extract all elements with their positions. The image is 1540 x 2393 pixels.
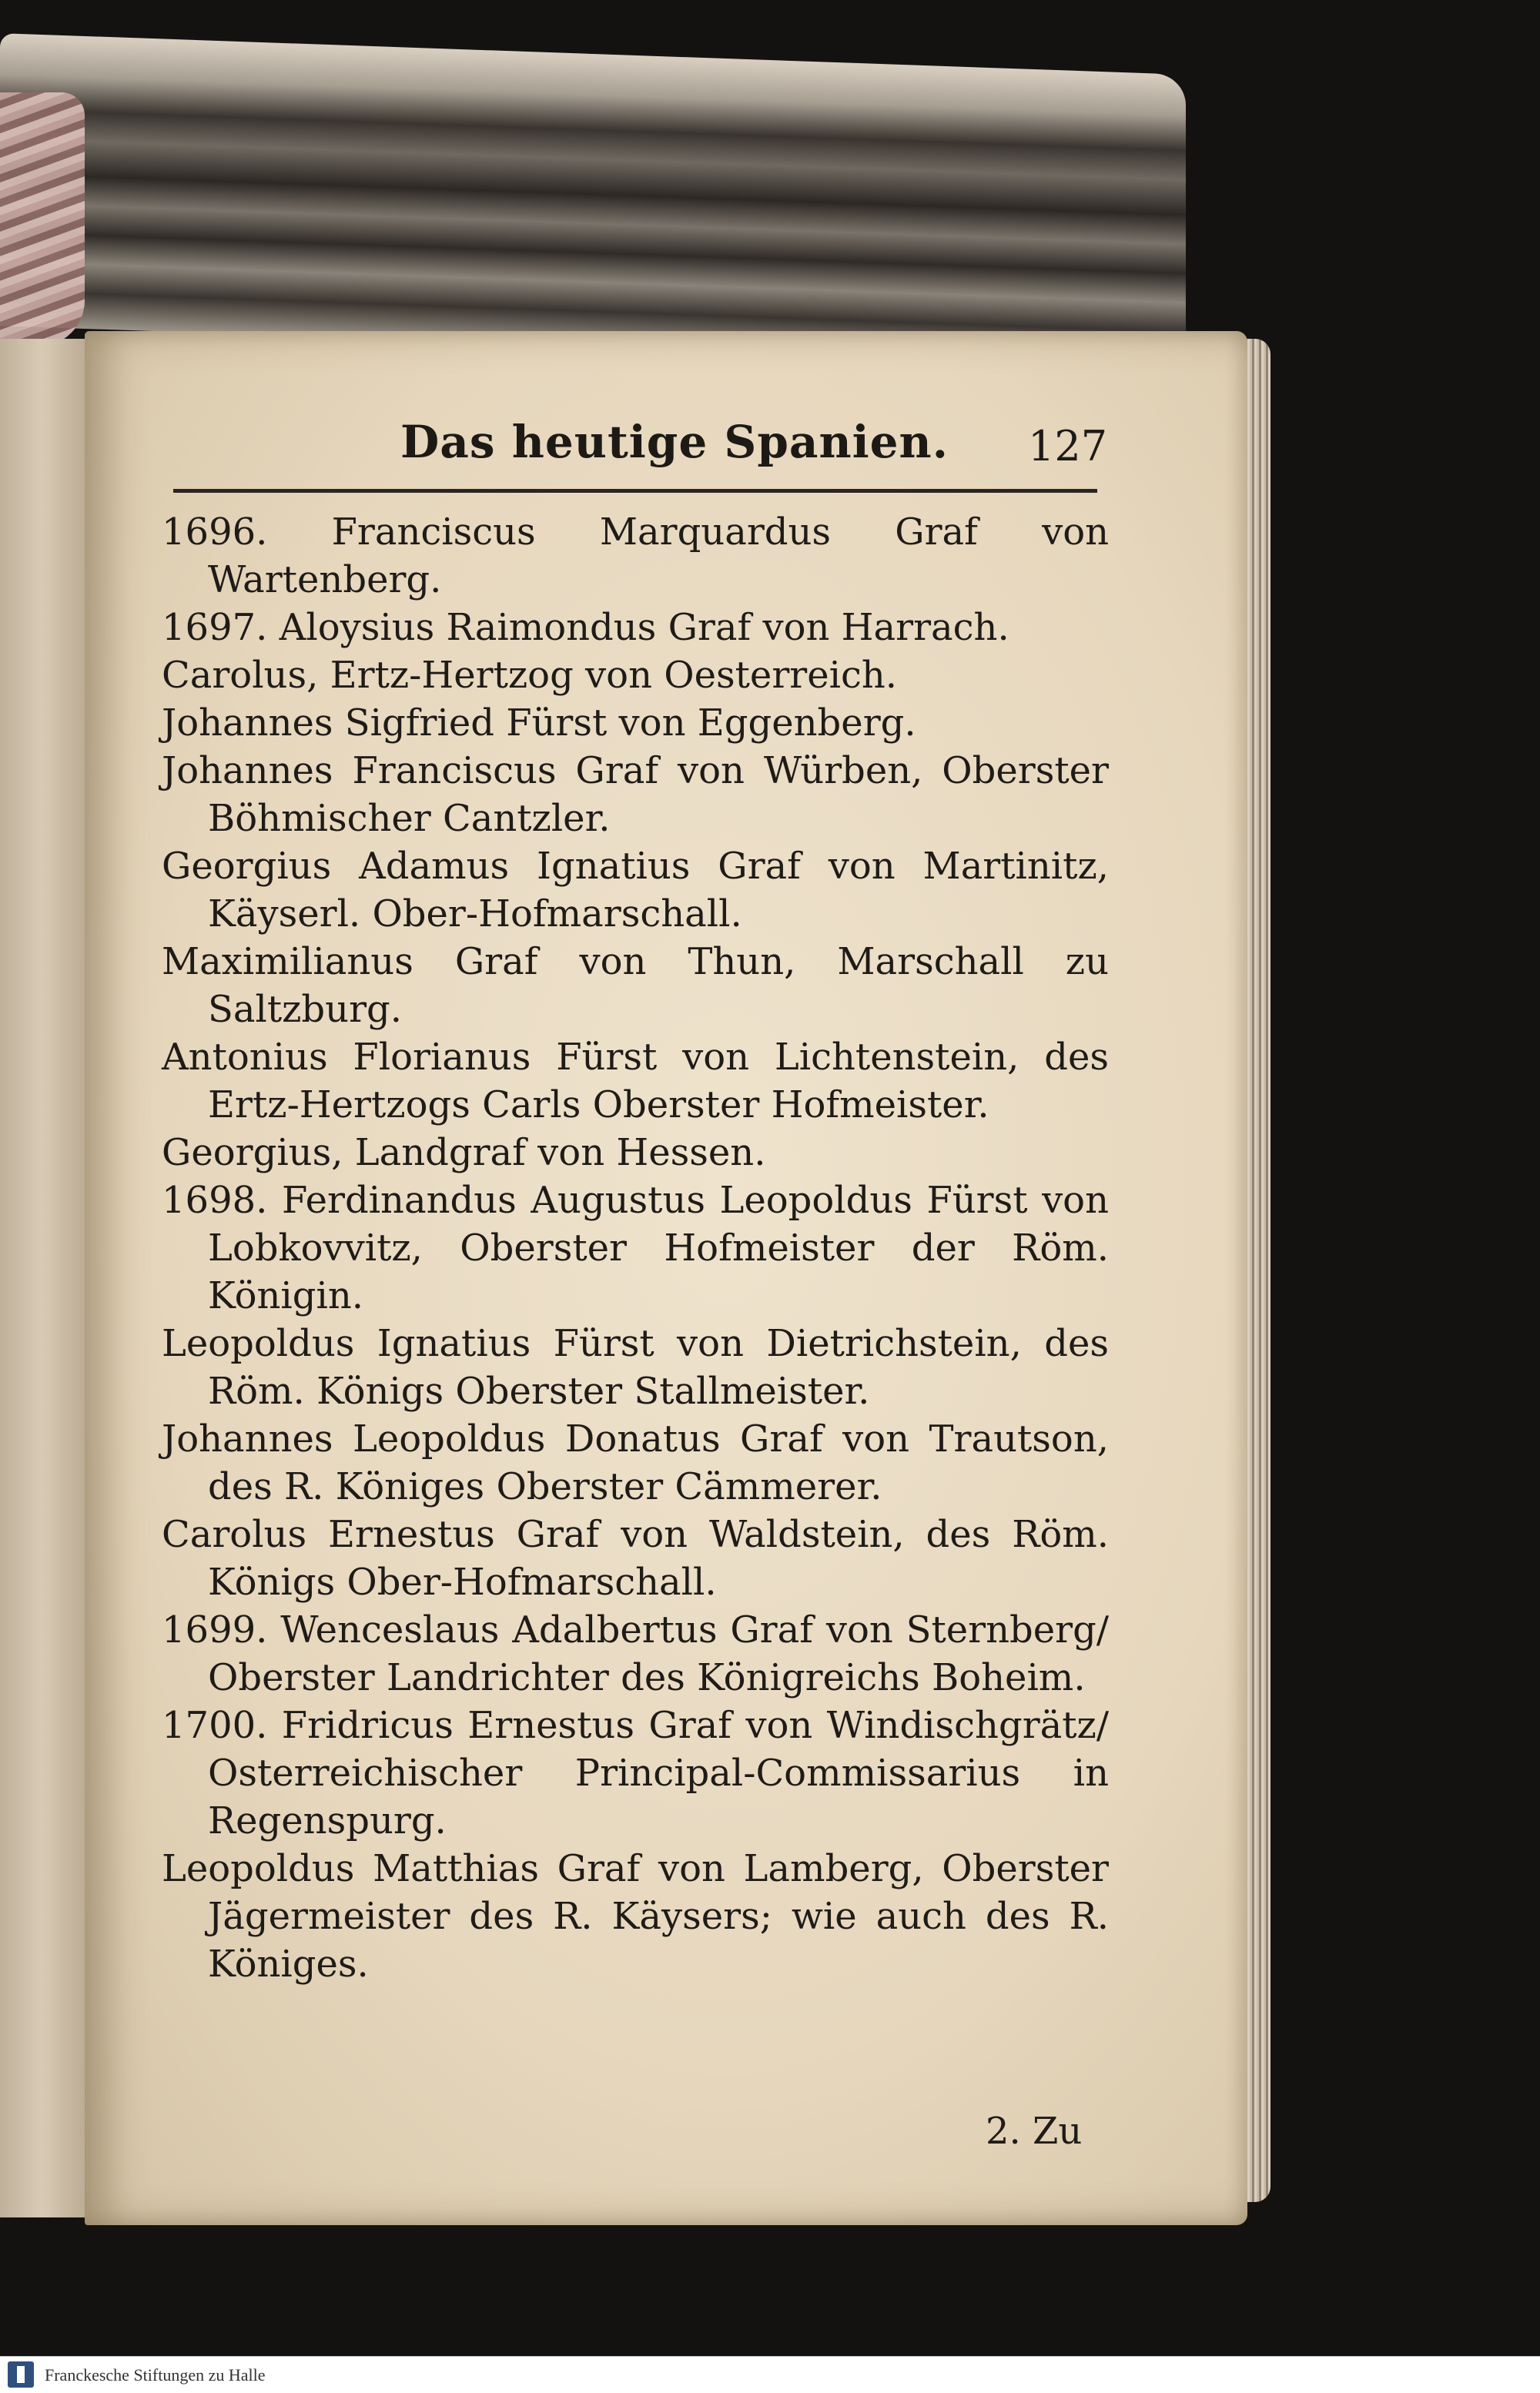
footer-bar [0, 2356, 1540, 2393]
left-page-edge [0, 339, 92, 2217]
entry: Johannes Leopoldus Donatus Graf von Trautson, des R. Königes Oberster Cämmerer. [162, 1417, 1109, 1508]
page-header [400, 400, 1108, 477]
entry: Maximilianus Graf von Thun, Marschall zu Saltzburg. [162, 940, 1109, 1031]
running-title: Das heutige Spanien. [400, 416, 949, 468]
entry: 1697. Aloysius Raimondus Graf von Harrach. [162, 606, 1009, 649]
entry: 1698. Ferdinandus Augustus Leopoldus Fürst von Lobkovvitz, Oberster Hofmeister der Röm. Königin. [162, 1179, 1109, 1317]
entry: Georgius Adamus Ignatius Graf von Martinitz, Käyserl. Ober-Hofmarschall. [162, 845, 1109, 935]
entry: Leopoldus Matthias Graf von Lamberg, Oberster Jägermeister des R. Käysers; wie auch des R. Königes. [162, 1847, 1109, 1986]
entry: 1700. Fridricus Ernestus Graf von Windischgrätz/ Osterreichischer Principal-Commissarius in Regenspurg. [162, 1704, 1109, 1842]
footer-credit: Franckesche Stiftungen zu Halle [45, 2365, 266, 2385]
catchword: 2. Zu [986, 2110, 1083, 2153]
book-top-edge [0, 33, 1186, 367]
text-block [162, 508, 1109, 1988]
spine-binding [0, 92, 85, 346]
entry: 1699. Wenceslaus Adalbertus Graf von Sternberg/ Oberster Landrichter des Königreichs Boheim. [162, 1608, 1109, 1699]
entry: Leopoldus Ignatius Fürst von Dietrichstein, des Röm. Königs Oberster Stallmeister. [162, 1322, 1109, 1413]
entry: Georgius, Landgraf von Hessen. [162, 1131, 766, 1174]
entry: Johannes Sigfried Fürst von Eggenberg. [162, 701, 916, 745]
page-number: 127 [1028, 422, 1108, 470]
entry: Antonius Florianus Fürst von Lichtenstein, des Ertz-Hertzogs Carls Oberster Hofmeister. [162, 1036, 1109, 1126]
entry: Carolus Ernestus Graf von Waldstein, des Röm. Königs Ober-Hofmarschall. [162, 1513, 1109, 1604]
entry: 1696. Franciscus Marquardus Graf von Wartenberg. [162, 510, 1109, 601]
institution-logo-icon [8, 2361, 34, 2388]
entry: Carolus, Ertz-Hertzog von Oesterreich. [162, 654, 898, 697]
header-rule [173, 489, 1097, 493]
entry: Johannes Franciscus Graf von Würben, Oberster Böhmischer Cantzler. [162, 749, 1109, 840]
